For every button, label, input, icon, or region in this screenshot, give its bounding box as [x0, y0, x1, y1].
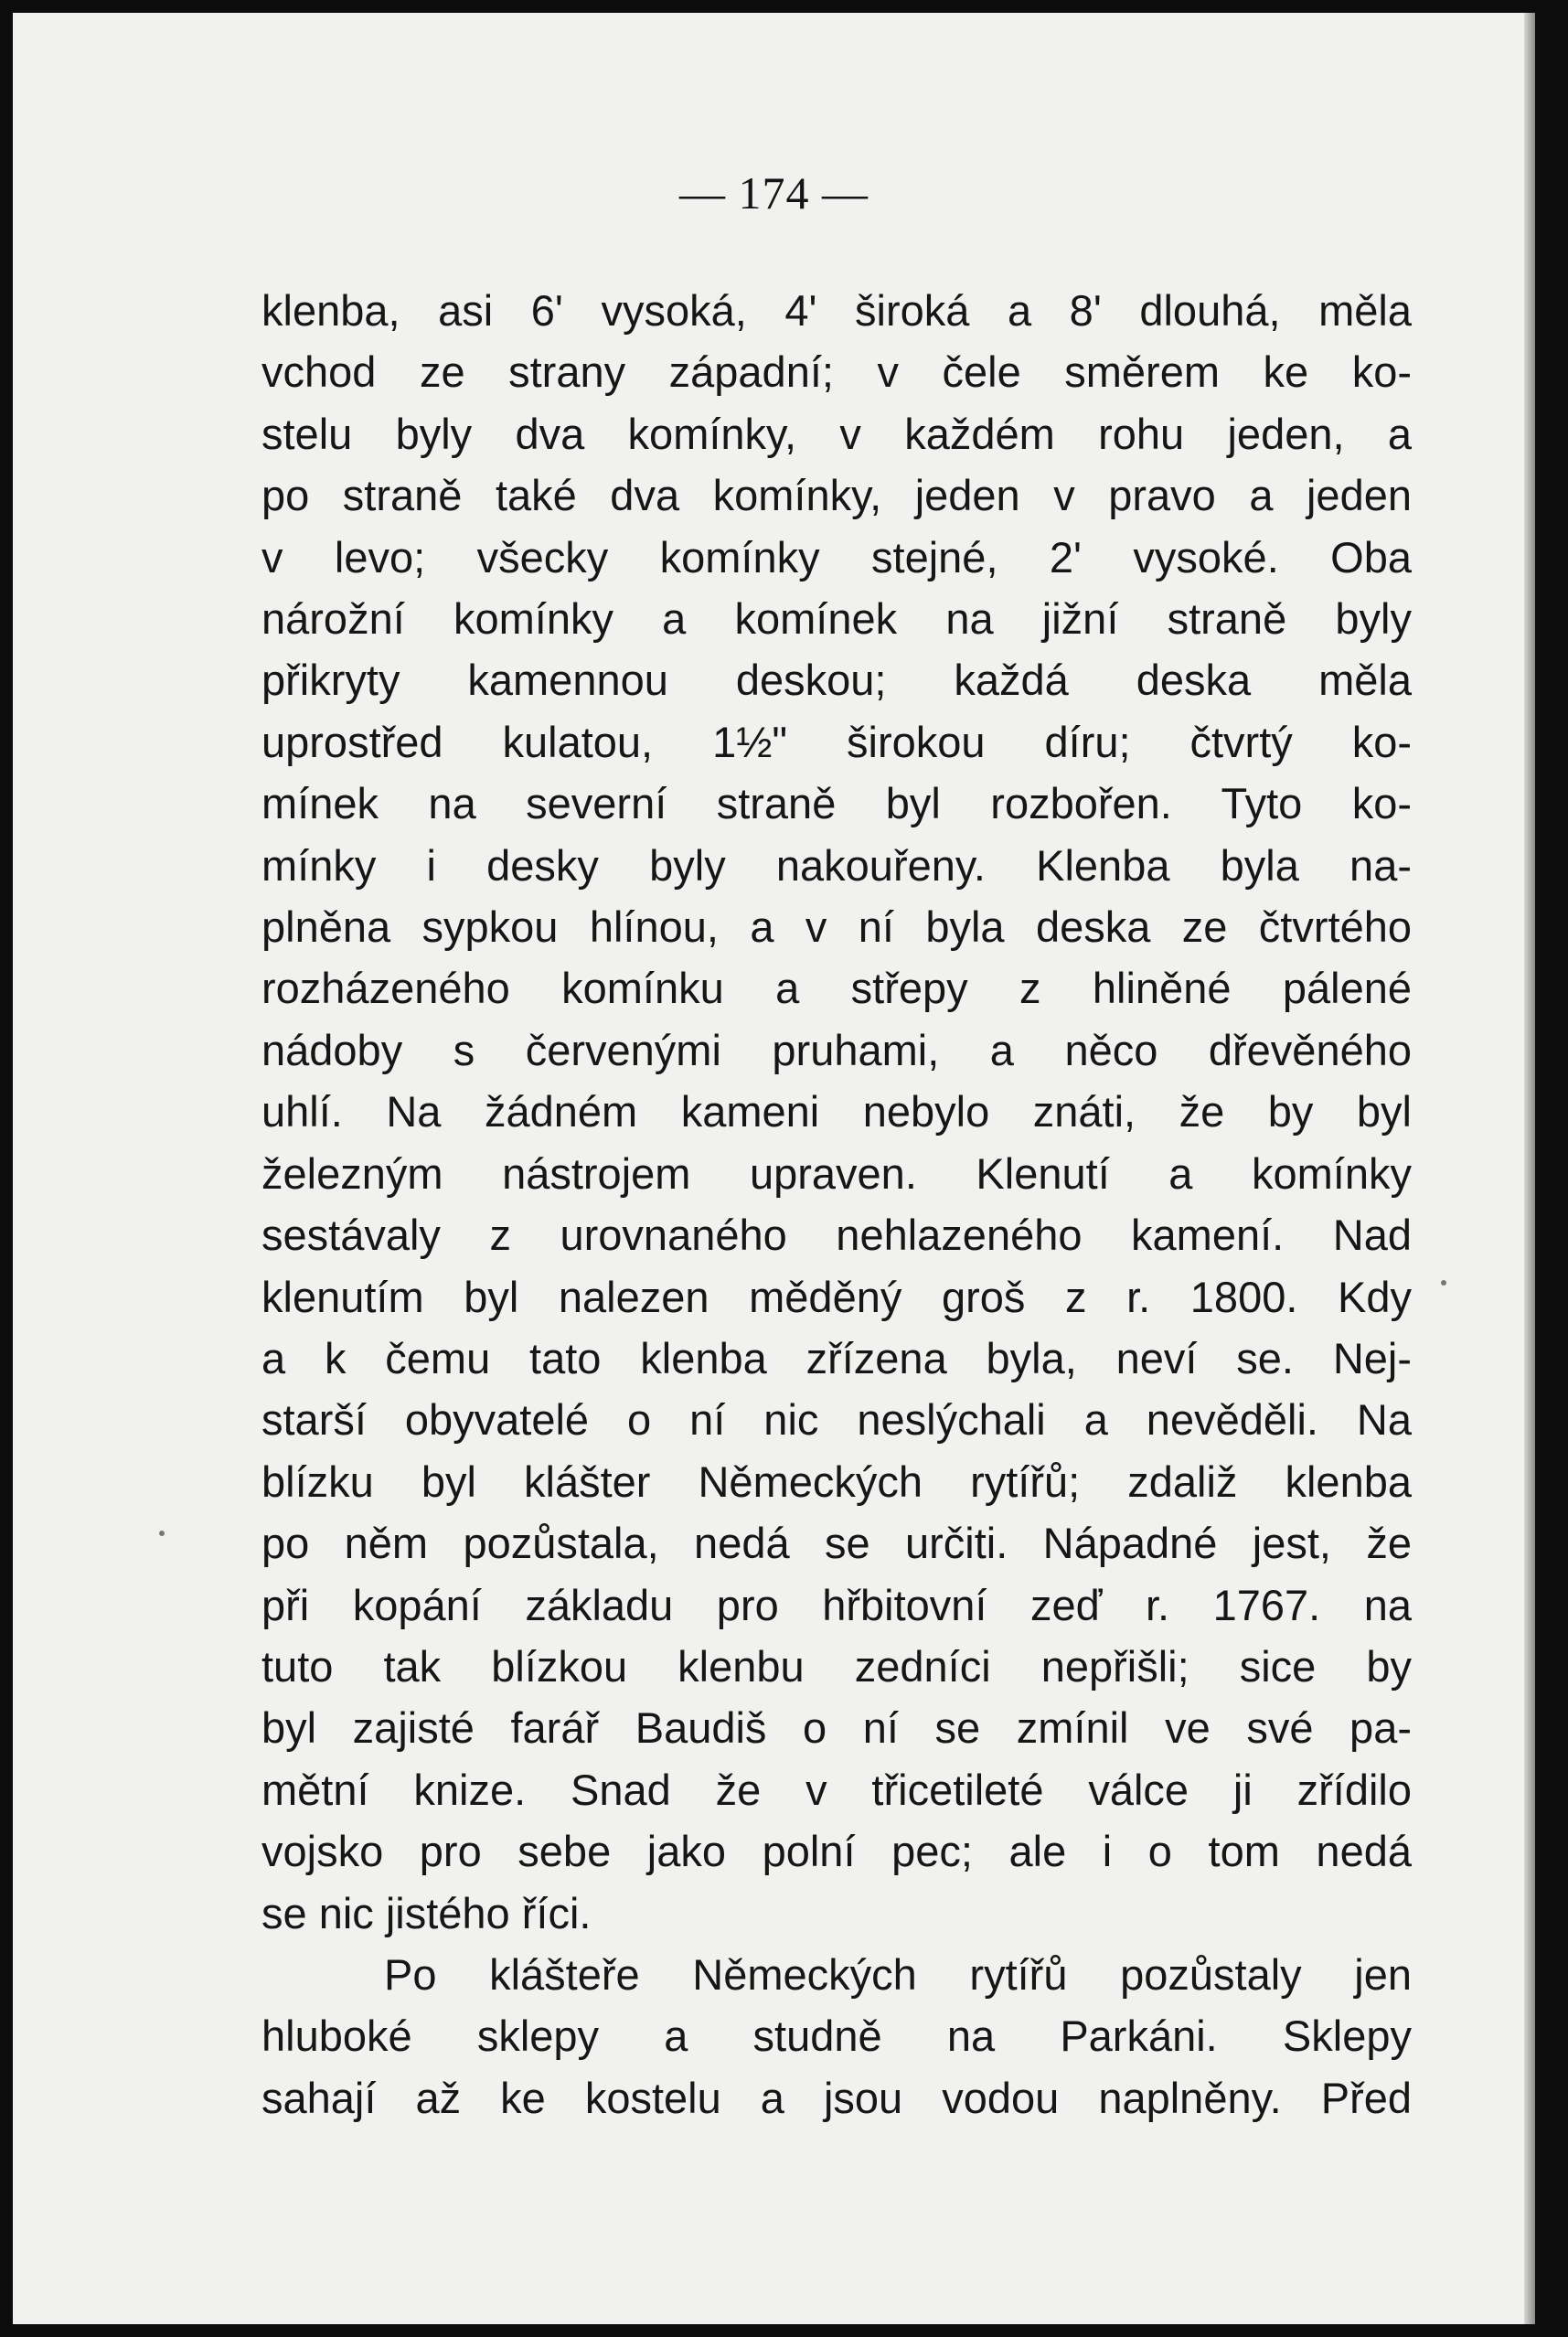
text-line: nádoby s červenými pruhami, a něco dřevěného [261, 1025, 1412, 1074]
text-line: plněna sypkou hlínou, a v ní byla deska ze čtvrtého [261, 902, 1412, 952]
text-line: mínek na severní straně byl rozbořen. Tyto ko- [261, 779, 1412, 828]
text-line: v levo; všecky komínky stejné, 2' vysoké. Oba [261, 532, 1412, 582]
text-line: hluboké sklepy a studně na Parkáni. Sklepy [261, 2012, 1412, 2061]
text-line: po straně také dva komínky, jeden v pravo a jeden [261, 471, 1412, 520]
scan-speck [159, 1531, 165, 1536]
text-line: přikryty kamennou deskou; každá deska měla [261, 656, 1412, 705]
paragraph-start-line: Po klášteře Německých rytířů pozůstaly jen [384, 1949, 1412, 1999]
text-line: sestávaly z urovnaného nehlazeného kamení. Nad [261, 1211, 1412, 1260]
text-line: blízku byl klášter Německých rytířů; zdaliž klenba [261, 1457, 1412, 1506]
text-line: železným nástrojem upraven. Klenutí a komínky [261, 1148, 1412, 1198]
text-line: tuto tak blízkou klenbu zedníci nepřišli; sice by [261, 1641, 1412, 1691]
text-line: uprostřed kulatou, 1½" širokou díru; čtvrtý ko- [261, 717, 1412, 766]
page-number-header: — 174 — [679, 167, 869, 219]
text-line: starší obyvatelé o ní nic neslýchali a nevěděli. Na [261, 1395, 1412, 1445]
text-line: vchod ze strany západní; v čele směrem ke ko- [261, 347, 1412, 397]
body-text [261, 280, 1412, 2129]
text-line: nárožní komínky a komínek na jižní straně byly [261, 594, 1412, 644]
text-line: mětní knize. Snad že v třicetileté válce ji zřídilo [261, 1765, 1412, 1814]
text-line: po něm pozůstala, nedá se určiti. Nápadné jest, že [261, 1519, 1412, 1568]
paragraph-end-line: se nic jistého říci. [261, 1888, 592, 1937]
text-line: při kopání základu pro hřbitovní zeď r. 1767. na [261, 1580, 1412, 1629]
text-line: byl zajisté farář Baudiš o ní se zmínil ve své pa- [261, 1703, 1412, 1753]
text-line: klenba, asi 6' vysoká, 4' široká a 8' dlouhá, měla [261, 286, 1412, 335]
text-line: vojsko pro sebe jako polní pec; ale i o tom nedá [261, 1827, 1412, 1876]
text-line: sahají až ke kostelu a jsou vodou naplněny. Před [261, 2073, 1412, 2122]
text-line: mínky i desky byly nakouřeny. Klenba byla na- [261, 840, 1412, 890]
page-edge-shadow [1524, 13, 1535, 2324]
text-line: rozházeného komínku a střepy z hliněné pálené [261, 964, 1412, 1013]
text-line: a k čemu tato klenba zřízena byla, neví se. Nej- [261, 1333, 1412, 1382]
text-line: stelu byly dva komínky, v každém rohu jeden, a [261, 409, 1412, 458]
text-line: klenutím byl nalezen měděný groš z r. 1800. Kdy [261, 1272, 1412, 1321]
book-page [13, 13, 1535, 2324]
scan-speck [1441, 1280, 1446, 1286]
text-line: uhlí. Na žádném kameni nebylo znáti, že by byl [261, 1087, 1412, 1136]
